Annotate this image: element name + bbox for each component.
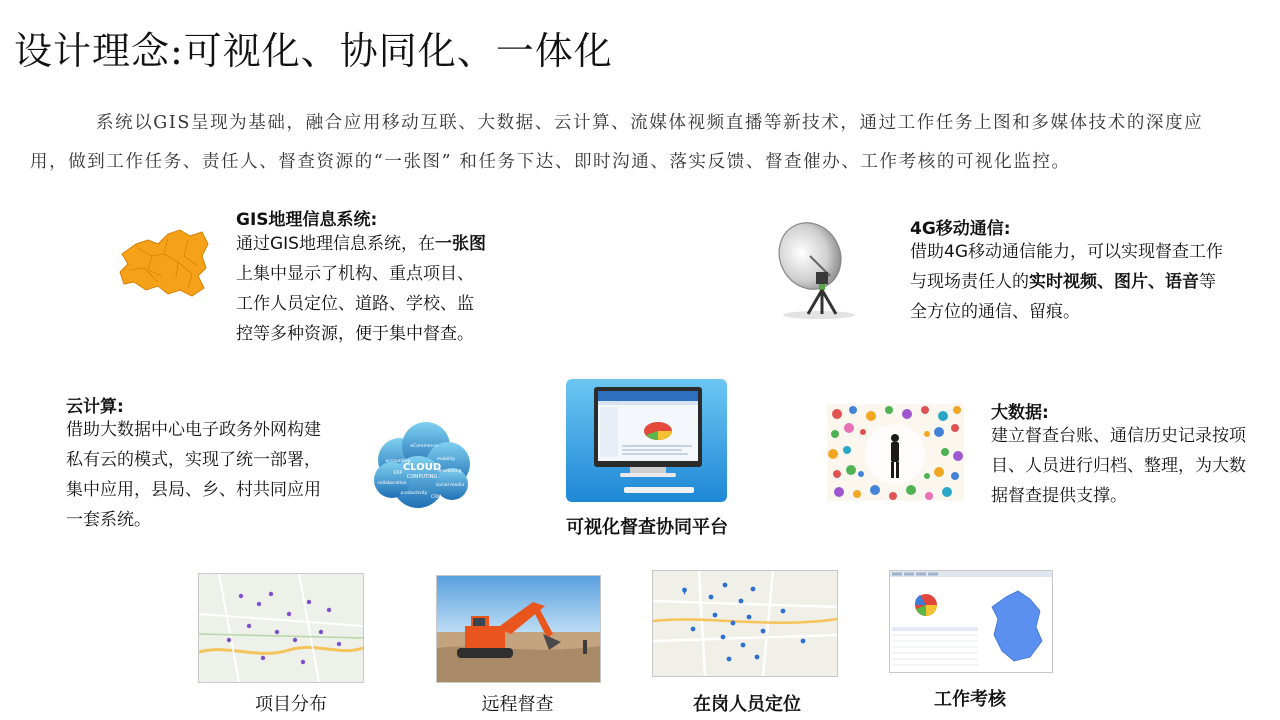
assessment-screen-image — [890, 571, 1052, 672]
mobile-text-1: 借助4G移动通信能力，可以实现督查工作与现场责任人的 — [910, 242, 1223, 292]
cloud-title: 云计算: — [66, 397, 124, 417]
cloud-word-3: mobility — [436, 457, 456, 462]
cloud-word-6: social media — [435, 483, 465, 488]
monitor-icon — [566, 379, 727, 502]
location-map-image — [653, 571, 837, 676]
cloud-description: 借助大数据中心电子政务外网构建私有云的模式，实现了统一部署，集中应用，县局、乡、村共同应用一套系统。 — [66, 420, 321, 530]
mobile-text-2: 等全方位的通信、留痕。 — [910, 272, 1216, 322]
platform-image — [566, 379, 727, 502]
page-title: 设计理念:可视化、协同化、一体化 — [14, 29, 613, 73]
mobile-description — [910, 237, 1230, 327]
big-data-image — [827, 404, 964, 501]
cloud-word-2: eCommerce — [410, 444, 438, 449]
platform-caption: 可视化督查协同平台 — [566, 517, 728, 538]
cloud-word-center: CLOUD — [402, 462, 442, 473]
caption-remote-inspection: 远程督查 — [481, 694, 554, 715]
staff-location-map — [652, 570, 838, 677]
cloud-word-1: accounting — [385, 459, 411, 464]
cloud-computing-icon — [370, 420, 474, 510]
map-image — [199, 574, 363, 682]
project-distribution-map — [198, 573, 364, 683]
cloud-word-5: collaboration — [377, 481, 407, 486]
caption-staff-location: 在岗人员定位 — [693, 694, 801, 715]
caption-project-distribution: 项目分布 — [255, 694, 327, 715]
work-assessment-screen — [889, 570, 1053, 673]
gis-title: GIS地理信息系统: — [236, 210, 378, 230]
intro-paragraph — [30, 104, 1240, 182]
gis-text-bold: 一张图 — [434, 234, 486, 254]
mobile-title: 4G移动通信: — [910, 219, 1011, 239]
cloud-word-4: marketing — [438, 469, 462, 474]
data-swirl-icon — [827, 404, 964, 501]
satellite-dish-icon — [772, 216, 866, 320]
mobile-text-bold: 实时视频、图片、语音 — [1029, 272, 1199, 292]
intro-text: 系统以GIS呈现为基础，融合应用移动互联、大数据、云计算、流媒体视频直播等新技术，通过工作任务上图和多媒体技术的深度应用，做到工作任务、责任人、督查资源的“一张图” 和任务下达、即时沟通、落实反馈、督查催办、工作考核的可视化监控。 — [30, 113, 1204, 172]
gis-text-1: 通过GIS地理信息系统，在 — [236, 234, 435, 254]
cloud-word-9: ERP — [393, 471, 403, 476]
cloud-word-sub: COMPUTING — [406, 474, 438, 480]
excavator-image — [437, 576, 600, 682]
remote-inspection-photo — [436, 575, 601, 683]
bigdata-description: 建立督查台账、通信历史记录按项目、人员进行归档、整理，为大数据督查提供支撑。 — [991, 426, 1246, 506]
henan-map-icon — [118, 226, 210, 298]
gis-description — [236, 229, 486, 349]
gis-text-2: 上集中显示了机构、重点项目、工作人员定位、道路、学校、监控等多种资源，便于集中督查。 — [236, 264, 474, 344]
cloud-word-8: CRM — [430, 495, 442, 500]
bigdata-title: 大数据: — [991, 403, 1049, 423]
caption-work-assessment: 工作考核 — [934, 689, 1006, 710]
cloud-word-7: productivity — [400, 491, 428, 496]
